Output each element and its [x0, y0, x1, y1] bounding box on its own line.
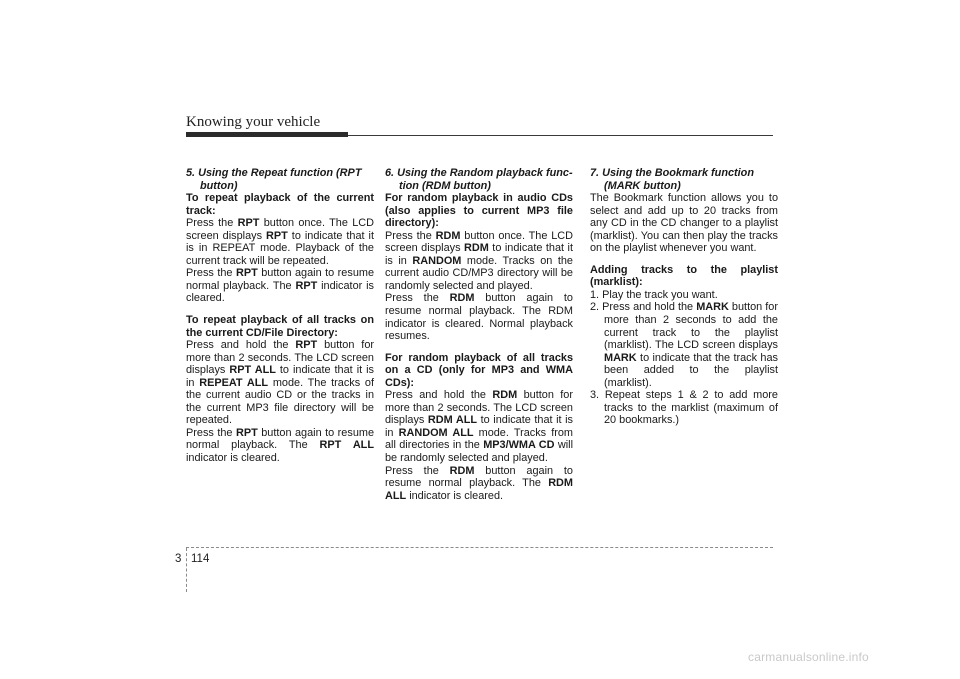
- keyword: RDM: [449, 464, 475, 477]
- heading-line-2: button): [200, 179, 238, 192]
- text-run: Press the: [385, 464, 450, 477]
- keyword: RPT: [237, 217, 260, 230]
- text-run: mode. Tracks from all directories in the: [385, 426, 573, 452]
- column-bookmark: [590, 167, 778, 427]
- keyword: RPT: [295, 279, 318, 292]
- paragraph: [385, 465, 573, 503]
- text-run: Press the: [186, 267, 236, 280]
- keyword: RDM: [435, 229, 461, 242]
- heading-line-1: 7. Using the Bookmark function: [590, 167, 754, 179]
- paragraph: [385, 389, 573, 464]
- heading-line-1: 6. Using the Random playback func-: [385, 167, 573, 179]
- watermark: carmanualsonline.info: [748, 650, 869, 664]
- list-item: [590, 289, 778, 302]
- text-run: button again to resume normal playback. The: [186, 426, 374, 452]
- text-run: 3. Repeat steps 1 & 2 to add more tracks to the marklist (maximum of 20 bookmarks.): [590, 389, 778, 427]
- text-run: button for more than 2 seconds to add the current track to the playlist (marklist). The LCD screen displays: [604, 301, 778, 352]
- page-number: 114: [191, 553, 210, 565]
- header-rule: [348, 135, 773, 136]
- paragraph: [186, 217, 374, 267]
- footer-vertical-rule: [186, 548, 187, 592]
- keyword: MARK: [696, 301, 729, 314]
- paragraph: [385, 230, 573, 293]
- paragraph: [186, 339, 374, 427]
- steps-list: [590, 289, 778, 427]
- subheading-random-cd: For random playback in audio CDs (also applies to current MP3 file directory):: [385, 192, 573, 230]
- paragraph: [186, 267, 374, 305]
- keyword: RPT ALL: [319, 439, 374, 452]
- text-run: to indicate that it is in REPEAT mode. Playback of the current track will be repeated.: [186, 229, 374, 267]
- text-run: indicator is cleared.: [186, 452, 280, 465]
- text-run: to indicate that it is in: [385, 242, 573, 267]
- text-run: indicator is cleared.: [406, 489, 504, 502]
- subheading-repeat-all: To repeat playback of all tracks on the current CD/File Directory:: [186, 314, 374, 339]
- text-run: Press and hold the: [186, 339, 296, 352]
- heading-line-2: (MARK button): [604, 179, 681, 192]
- section-heading-repeat: [186, 167, 374, 192]
- column-random: [385, 167, 573, 502]
- text-run: Press the: [385, 292, 450, 305]
- footer-rule: [186, 547, 773, 548]
- keyword: REPEAT ALL: [199, 376, 269, 389]
- section-heading-bookmark: [590, 167, 778, 192]
- keyword: RANDOM: [412, 254, 462, 267]
- heading-line-1: 5. Using the Repeat function (RPT: [186, 167, 362, 179]
- text-run: button again to resume normal playback. The: [385, 464, 573, 490]
- text-run: 1. Play the track you want.: [590, 288, 718, 301]
- text-run: to indicate that the track has been added to the playlist (marklist).: [604, 351, 778, 389]
- subheading-adding-tracks: Adding tracks to the playlist (marklist):: [590, 263, 778, 289]
- text-run: Press the: [385, 229, 436, 242]
- list-item: [590, 301, 778, 389]
- paragraph: [385, 292, 573, 342]
- section-heading-random: [385, 167, 573, 192]
- keyword: RPT ALL: [229, 364, 276, 377]
- section-number: 3: [175, 553, 182, 565]
- header-bar: [186, 132, 348, 137]
- heading-line-2: tion (RDM button): [399, 179, 491, 192]
- text-run: button once. The LCD screen displays: [385, 229, 573, 255]
- text-run: mode. The tracks of the current audio CD or the tracks in the current MP3 file directory will be repeated.: [186, 376, 374, 427]
- text-run: indicator is cleared.: [186, 279, 374, 305]
- keyword: RDM ALL: [427, 414, 478, 427]
- keyword: RDM: [464, 242, 489, 255]
- list-item: [590, 389, 778, 427]
- text-run: to indicate that it is in: [186, 364, 374, 389]
- text-run: button again to resume normal playback. The RDM indicator is cleared. Normal playback resumes.: [385, 292, 573, 343]
- keyword: MP3/WMA CD: [483, 439, 555, 452]
- subheading-random-all: For random playback of all tracks on a CD (only for MP3 and WMA CDs):: [385, 351, 573, 389]
- keyword: RPT: [235, 426, 258, 439]
- text-run: Press the: [186, 426, 236, 439]
- text-run: to indicate that it is in: [385, 414, 573, 439]
- text-run: Press and hold the: [385, 389, 493, 402]
- keyword: RPT: [235, 267, 258, 280]
- keyword: RDM: [492, 389, 518, 402]
- text-run: button for more than 2 seconds. The LCD screen displays: [186, 339, 374, 377]
- text-run: Press the: [186, 217, 238, 230]
- page-header-title: Knowing your vehicle: [186, 114, 321, 130]
- text-run: will be randomly selected and played.: [385, 439, 573, 465]
- keyword: RDM: [449, 292, 475, 305]
- keyword: RDM ALL: [385, 477, 573, 502]
- keyword: RPT: [295, 339, 318, 352]
- text-run: mode. Tracks on the current audio CD/MP3 directory will be randomly selected and played.: [385, 254, 573, 292]
- text-run: button again to resume normal playback. The: [186, 267, 374, 292]
- subheading-repeat-track: To repeat playback of the current track:: [186, 192, 374, 217]
- column-repeat: [186, 167, 374, 465]
- keyword: RPT: [266, 229, 288, 242]
- paragraph: [186, 427, 374, 465]
- text-run: button once. The LCD screen displays: [186, 217, 374, 242]
- paragraph: The Bookmark function allows you to select and add up to 20 tracks from any CD in the CD changer to a playlist (marklist). You can then play the tracks on the playlist whenever you want.: [590, 192, 778, 255]
- keyword: RANDOM ALL: [398, 426, 474, 439]
- text-run: button for more than 2 seconds. The LCD screen displays: [385, 389, 573, 427]
- keyword: MARK: [604, 351, 637, 364]
- text-run: 2. Press and hold the: [590, 301, 697, 314]
